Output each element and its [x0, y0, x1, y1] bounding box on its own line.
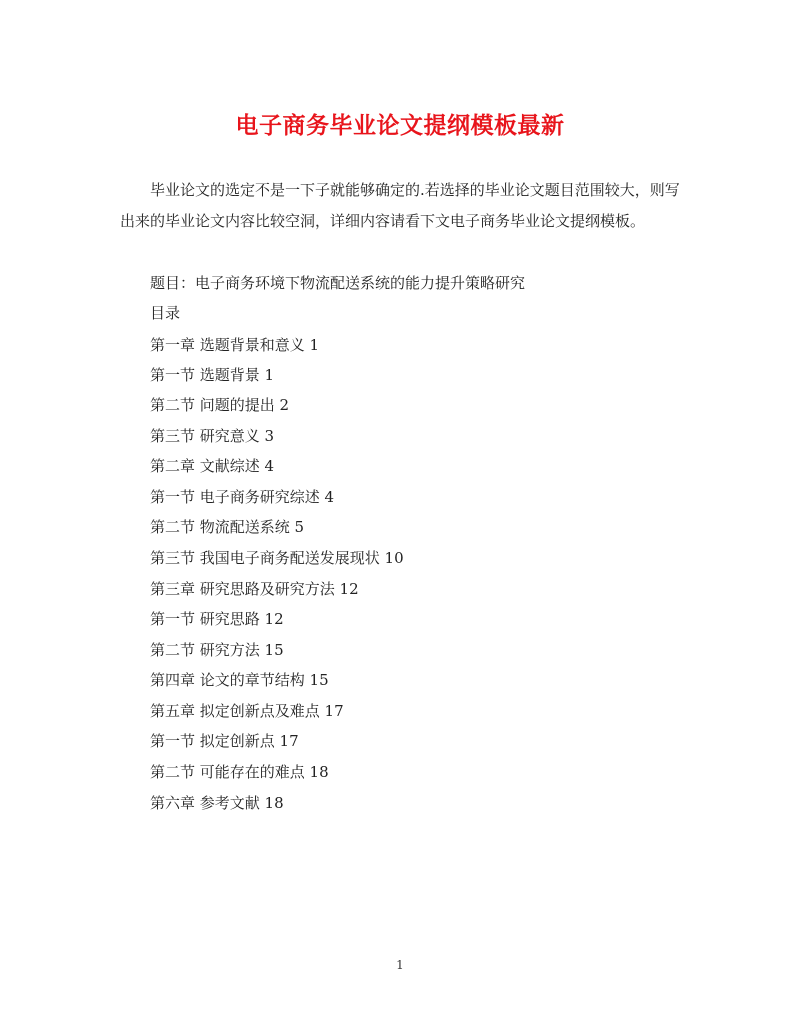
- toc-heading: 目录: [150, 304, 181, 322]
- toc-item: 第二节 物流配送系统 5: [150, 518, 305, 536]
- toc-item: 第二节 问题的提出 2: [150, 396, 290, 414]
- toc-item: 第一章 选题背景和意义 1: [150, 336, 320, 354]
- toc-item: 第一节 研究思路 12: [150, 610, 284, 628]
- document-title: 电子商务毕业论文提纲模板最新: [235, 112, 565, 139]
- toc-item: 第四章 论文的章节结构 15: [150, 671, 329, 689]
- toc-item: 第一节 拟定创新点 17: [150, 732, 299, 750]
- toc-item: 第二章 文献综述 4: [150, 457, 275, 475]
- toc-item: 第一节 选题背景 1: [150, 366, 275, 384]
- toc-item: 第一节 电子商务研究综述 4: [150, 488, 335, 506]
- page-number: 1: [396, 958, 404, 972]
- intro-paragraph: 毕业论文的选定不是一下子就能够确定的.若选择的毕业论文题目范围较大，则写出来的毕业论文内容比较空洞，详细内容请看下文电子商务毕业论文提纲模板。: [120, 181, 680, 230]
- toc-item: 第三节 我国电子商务配送发展现状 10: [150, 549, 404, 567]
- toc-item: 第六章 参考文献 18: [150, 794, 284, 812]
- toc-item: 第二节 研究方法 15: [150, 641, 284, 659]
- toc-item: 第三节 研究意义 3: [150, 427, 275, 445]
- toc-item: 第三章 研究思路及研究方法 12: [150, 580, 359, 598]
- toc-item: 第二节 可能存在的难点 18: [150, 763, 329, 781]
- toc-item: 第五章 拟定创新点及难点 17: [150, 702, 344, 720]
- topic-line: 题目：电子商务环境下物流配送系统的能力提升策略研究: [150, 274, 526, 292]
